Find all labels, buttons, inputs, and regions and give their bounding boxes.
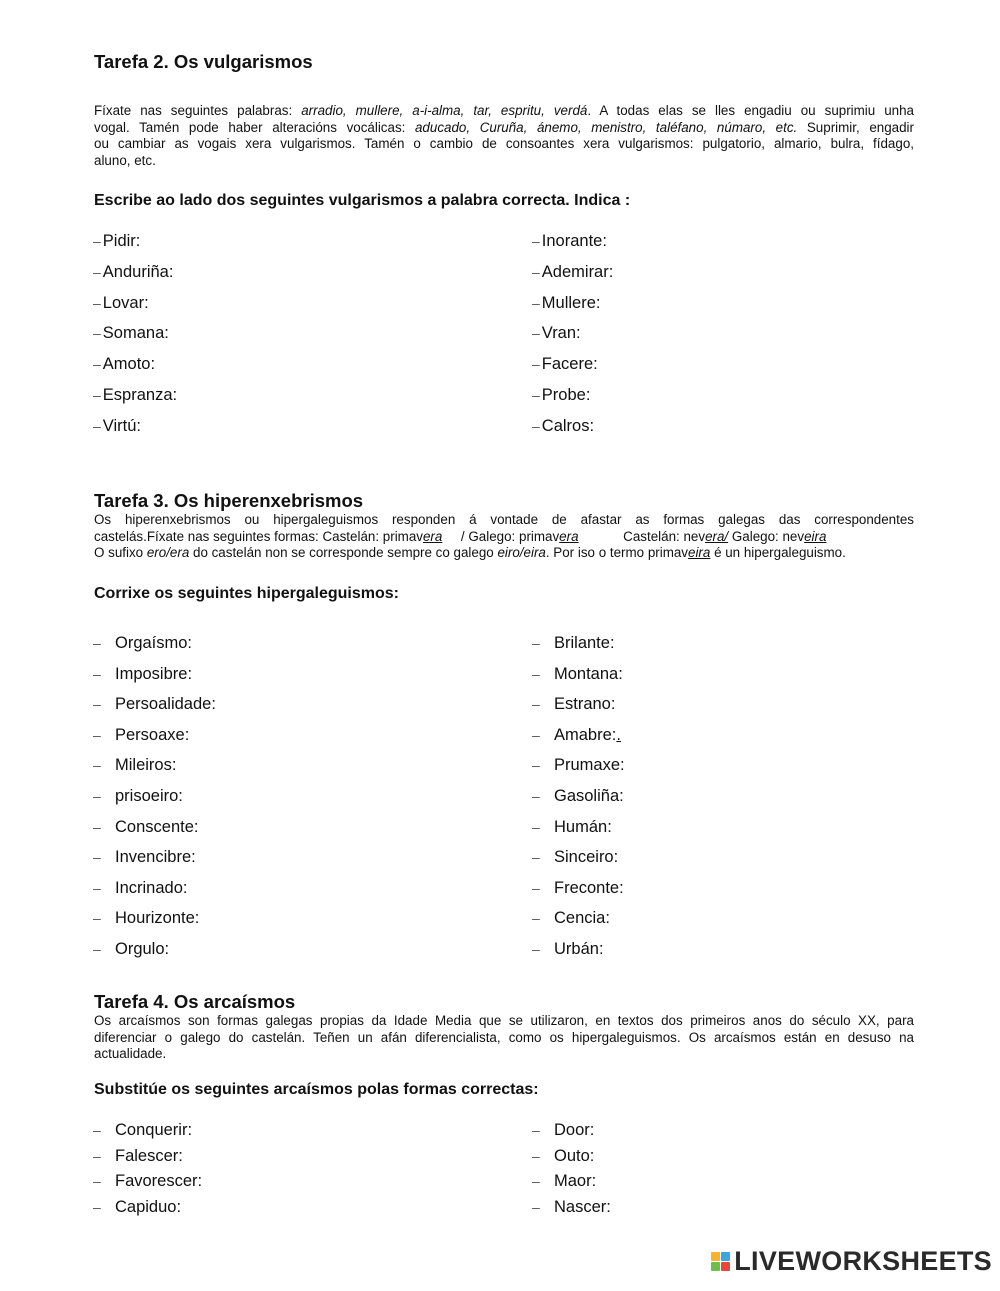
hipergaleguismo-word: Invencibre: bbox=[115, 848, 196, 867]
list-dash: – bbox=[532, 665, 540, 682]
arcaismo-word: Outo: bbox=[554, 1146, 595, 1165]
hipergaleguismo-word: Amabre: bbox=[554, 725, 617, 744]
hipergaleguismo-right-item bbox=[532, 695, 615, 714]
hipergaleguismo-word: Estrano: bbox=[554, 695, 616, 714]
arcaismo-word: Door: bbox=[554, 1121, 595, 1139]
vulgarismo-word: Virtú: bbox=[102, 416, 142, 435]
hipergaleguismo-word: Conscente: bbox=[115, 817, 199, 836]
hipergaleguismo-right-item bbox=[532, 940, 604, 959]
logo-square-1 bbox=[711, 1252, 720, 1261]
list-dash: – bbox=[93, 665, 101, 682]
hipergaleguismo-left-item bbox=[93, 909, 199, 928]
vulgarismo-right-item bbox=[532, 417, 594, 436]
vulgarismo-word: Lovar: bbox=[102, 293, 149, 312]
vulgarismo-word: Pidir: bbox=[102, 232, 141, 250]
hipergaleguismo-word: Humán: bbox=[554, 817, 612, 836]
tarefa4-title: Tarefa 4. Os arcaísmos bbox=[94, 991, 296, 1012]
list-dash: – bbox=[93, 696, 101, 713]
hipergaleguismo-word: Imposibre: bbox=[115, 664, 193, 683]
list-dash: – bbox=[93, 941, 101, 957]
vulgarismo-word: Mullere: bbox=[541, 293, 601, 312]
list-dash: – bbox=[532, 263, 540, 280]
list-dash: – bbox=[532, 1173, 540, 1189]
hipergaleguismo-word: Mileiros: bbox=[115, 756, 177, 775]
list-dash: – bbox=[93, 757, 101, 774]
hipergaleguismo-word: Persoalidade: bbox=[115, 695, 216, 714]
arcaismo-left-item bbox=[93, 1198, 181, 1217]
hipergaleguismo-word: Orgulo: bbox=[115, 940, 170, 958]
hipergaleguismo-word: Cencia: bbox=[554, 909, 610, 928]
liveworksheets-logo bbox=[711, 1246, 992, 1277]
arcaismo-word: Maor: bbox=[554, 1172, 597, 1190]
hipergaleguismo-word: prisoeiro: bbox=[115, 787, 183, 805]
vulgarismo-left-item bbox=[93, 263, 173, 282]
hipergaleguismo-right-item bbox=[532, 818, 612, 837]
vulgarismo-word: Amoto: bbox=[102, 355, 156, 374]
hipergaleguismo-left-item bbox=[93, 756, 176, 775]
hipergaleguismo-right-item bbox=[532, 634, 615, 653]
arcaismo-word: Capiduo: bbox=[115, 1197, 182, 1216]
arcaismo-left-item bbox=[93, 1147, 183, 1166]
hipergaleguismo-left-item bbox=[93, 695, 216, 714]
list-dash: – bbox=[93, 910, 101, 927]
list-dash: – bbox=[93, 356, 101, 373]
arcaismo-word: Nascer: bbox=[554, 1197, 611, 1216]
list-dash: – bbox=[93, 1173, 101, 1189]
hipergaleguismo-left-item bbox=[93, 879, 187, 898]
logo-square-4 bbox=[721, 1262, 730, 1271]
arcaismo-right-item bbox=[532, 1172, 596, 1191]
tarefa3-paragraph: Os hiperenxebrismos ou hipergaleguismos responden á vontade de afastar as formas galegas das correspondentes castelás.Fíxate nas seguintes formas: Castelán: primavera / Galego: primavera Castelán: nevera/ Galego: neveira O sufixo ero/era do castelán non se corresponde sempre co galego eiro/eira. Por iso o termo primaveira é un hipergaleguismo. bbox=[94, 512, 914, 560]
vulgarismo-right-item bbox=[532, 386, 590, 405]
hipergaleguismo-word: Persoaxe: bbox=[115, 725, 190, 744]
hipergaleguismo-word: Montana: bbox=[554, 664, 623, 683]
logo-square-3 bbox=[711, 1262, 720, 1271]
hipergaleguismo-left-item bbox=[93, 726, 189, 745]
arcaismo-right-item bbox=[532, 1121, 594, 1140]
hipergaleguismo-right-item bbox=[532, 756, 625, 775]
list-dash: – bbox=[532, 1122, 540, 1138]
list-dash: – bbox=[532, 356, 540, 373]
amabre-underlined-dot: . bbox=[616, 725, 621, 744]
arcaismo-left-item bbox=[93, 1121, 192, 1140]
list-dash: – bbox=[532, 818, 540, 835]
list-dash: – bbox=[532, 1147, 540, 1164]
list-dash: – bbox=[93, 818, 101, 835]
hipergaleguismo-right-item bbox=[532, 787, 624, 806]
list-dash: – bbox=[93, 1147, 101, 1164]
hipergaleguismo-left-item bbox=[93, 818, 198, 837]
list-dash: – bbox=[93, 1198, 101, 1215]
tarefa4-instruction: Substitúe os seguintes arcaísmos polas formas correctas: bbox=[94, 1081, 539, 1098]
list-dash: – bbox=[532, 635, 540, 651]
hipergaleguismo-left-item bbox=[93, 848, 196, 867]
hipergaleguismo-word: Brilante: bbox=[554, 634, 615, 652]
list-dash: – bbox=[532, 726, 540, 743]
list-dash: – bbox=[93, 726, 101, 743]
vulgarismo-word: Facere: bbox=[541, 355, 598, 374]
tarefa2-title: Tarefa 2. Os vulgarismos bbox=[94, 51, 313, 72]
list-dash: – bbox=[532, 417, 540, 434]
tarefa4-paragraph: Os arcaísmos son formas galegas propias da Idade Media que se utilizaron, en textos dos primeiros anos do século XX, para diferenciar o galego do castelán. Teñen un afán diferencialista, como os hipergaleguismos. Os arcaísmos están en desuso na actualidade. bbox=[94, 1013, 914, 1061]
arcaismo-left-item bbox=[93, 1172, 202, 1191]
arcaismo-word: Conquerir: bbox=[115, 1121, 193, 1139]
list-dash: – bbox=[532, 1198, 540, 1215]
hipergaleguismo-right-item bbox=[532, 665, 623, 684]
vulgarismo-right-item bbox=[532, 294, 600, 313]
hipergaleguismo-left-item bbox=[93, 634, 192, 653]
vulgarismo-word: Somana: bbox=[102, 324, 169, 343]
hipergaleguismo-word: Incrinado: bbox=[115, 878, 188, 897]
list-dash: – bbox=[532, 696, 540, 713]
hipergaleguismo-left-item bbox=[93, 787, 183, 806]
list-dash: – bbox=[532, 233, 540, 249]
list-dash: – bbox=[93, 879, 101, 896]
list-dash: – bbox=[532, 910, 540, 927]
list-dash: – bbox=[93, 635, 101, 651]
vulgarismo-right-item bbox=[532, 263, 613, 282]
vulgarismo-word: Espranza: bbox=[102, 386, 178, 404]
tarefa2-instruction: Escribe ao lado dos seguintes vulgarismos a palabra correcta. Indica : bbox=[94, 192, 631, 209]
list-dash: – bbox=[532, 294, 540, 311]
arcaismo-word: Falescer: bbox=[115, 1146, 183, 1165]
hipergaleguismo-word: Freconte: bbox=[554, 878, 624, 897]
list-dash: – bbox=[93, 325, 101, 342]
liveworksheets-logo-text: LIVEWORKSHEETS bbox=[734, 1246, 992, 1276]
tarefa2-paragraph: Fíxate nas seguintes palabras: arradio, mullere, a-i-alma, tar, espritu, verdá. A todas elas se lles engadiu ou suprimiu unha vogal. Tamén pode haber alteracións vocálicas: aducado, Curuña, ánemo, menistro, taléfano, númaro, etc. Suprimir, engadir ou cambiar as vogais xera vulgarismos. Tamén o cambio de consoantes xera vulgarismos: pulgatorio, almario, bulra, fídago, aluno, etc. bbox=[94, 103, 914, 168]
vulgarismo-right-item bbox=[532, 232, 607, 251]
vulgarismo-left-item bbox=[93, 417, 141, 436]
vulgarismo-left-item bbox=[93, 386, 177, 405]
hipergaleguismo-left-item bbox=[93, 940, 169, 959]
hipergaleguismo-left-item bbox=[93, 665, 192, 684]
hipergaleguismo-word: Urbán: bbox=[554, 940, 604, 958]
list-dash: – bbox=[93, 1122, 101, 1138]
vulgarismo-word: Inorante: bbox=[541, 232, 607, 250]
hipergaleguismo-right-item bbox=[532, 909, 610, 928]
list-dash: – bbox=[532, 941, 540, 957]
arcaismo-right-item bbox=[532, 1147, 594, 1166]
vulgarismo-word: Ademirar: bbox=[541, 262, 614, 281]
arcaismo-right-item bbox=[532, 1198, 611, 1217]
tarefa3-title: Tarefa 3. Os hiperenxebrismos bbox=[94, 490, 364, 511]
vulgarismo-left-item bbox=[93, 324, 169, 343]
hipergaleguismo-right-item bbox=[532, 879, 624, 898]
list-dash: – bbox=[93, 263, 101, 280]
hipergaleguismo-word: Orgaísmo: bbox=[115, 634, 193, 652]
list-dash: – bbox=[93, 294, 101, 311]
tarefa3-instruction: Corrixe os seguintes hipergaleguismos: bbox=[94, 585, 399, 602]
list-dash: – bbox=[532, 387, 540, 403]
list-dash: – bbox=[93, 849, 101, 866]
hipergaleguismo-word: Gasoliña: bbox=[554, 787, 624, 805]
vulgarismo-word: Probe: bbox=[541, 386, 591, 404]
vulgarismo-right-item bbox=[532, 324, 581, 343]
list-dash: – bbox=[532, 788, 540, 804]
arcaismo-word: Favorescer: bbox=[115, 1172, 203, 1190]
list-dash: – bbox=[93, 233, 101, 249]
hipergaleguismo-right-item bbox=[532, 726, 621, 745]
list-dash: – bbox=[532, 757, 540, 774]
list-dash: – bbox=[93, 417, 101, 434]
logo-square-2 bbox=[721, 1252, 730, 1261]
list-dash: – bbox=[532, 325, 540, 342]
list-dash: – bbox=[93, 387, 101, 403]
vulgarismo-word: Anduriña: bbox=[102, 262, 174, 281]
vulgarismo-word: Calros: bbox=[541, 416, 595, 435]
vulgarismo-left-item bbox=[93, 355, 155, 374]
vulgarismo-word: Vran: bbox=[541, 324, 581, 343]
vulgarismo-left-item bbox=[93, 294, 149, 313]
list-dash: – bbox=[532, 849, 540, 866]
hipergaleguismo-word: Sinceiro: bbox=[554, 848, 619, 867]
list-dash: – bbox=[93, 788, 101, 804]
hipergaleguismo-right-item bbox=[532, 848, 618, 867]
hipergaleguismo-word: Prumaxe: bbox=[554, 756, 625, 775]
liveworksheets-logo-icon bbox=[711, 1252, 730, 1271]
vulgarismo-left-item bbox=[93, 232, 140, 251]
hipergaleguismo-word: Hourizonte: bbox=[115, 909, 200, 928]
vulgarismo-right-item bbox=[532, 355, 598, 374]
list-dash: – bbox=[532, 879, 540, 896]
